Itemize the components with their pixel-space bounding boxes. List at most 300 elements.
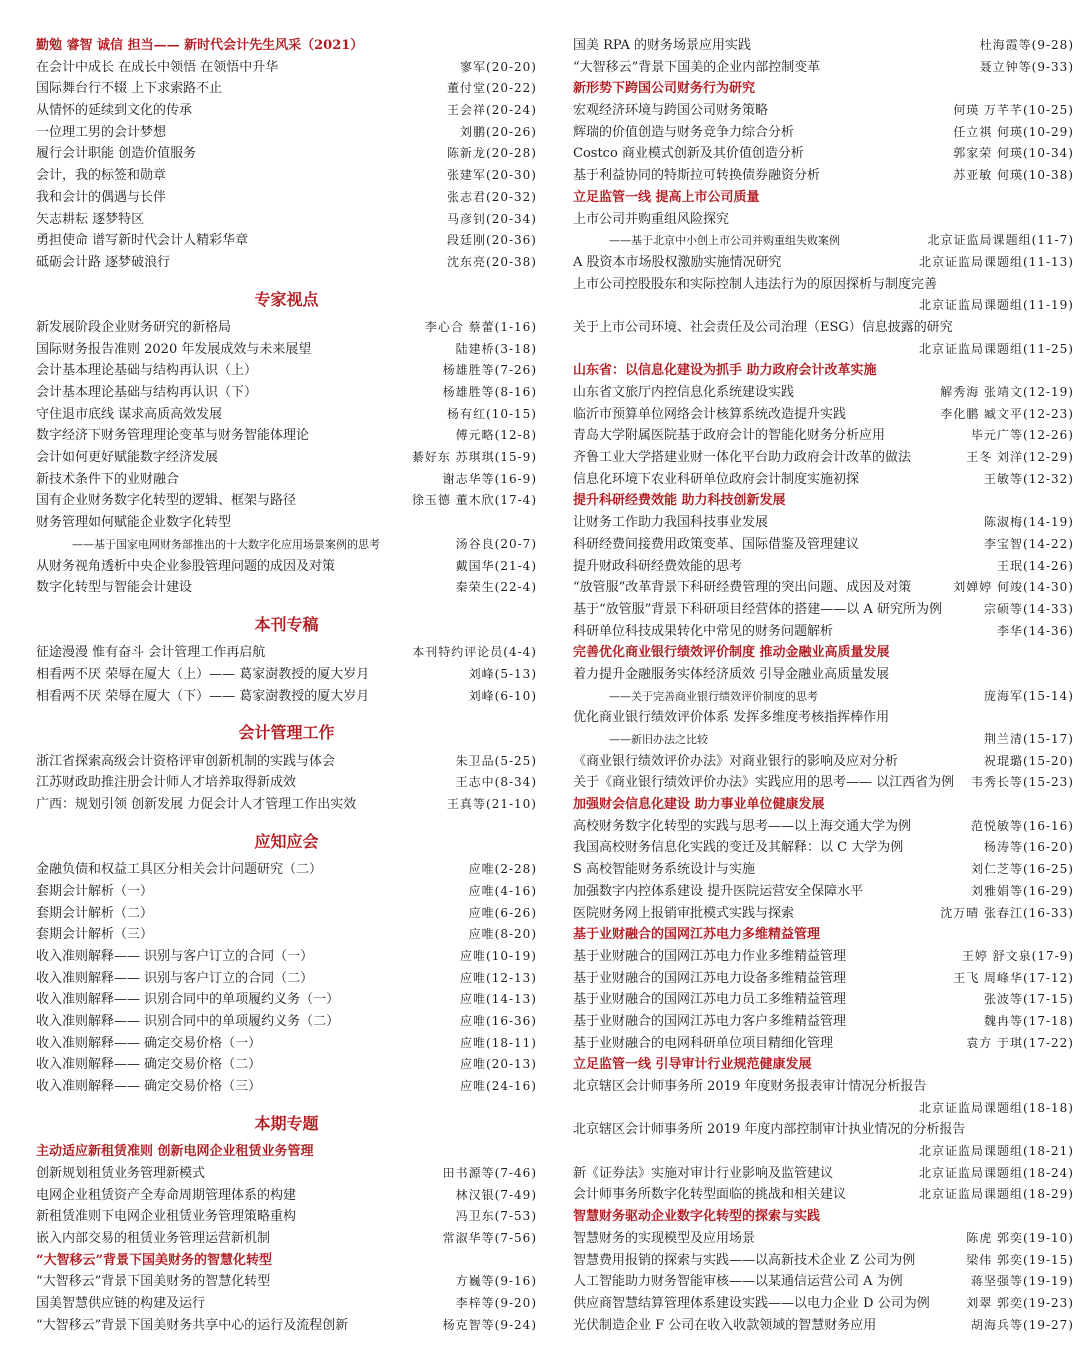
toc-entry — [36, 794, 537, 816]
entry-author-ref: 应唯(10-19) — [452, 946, 537, 968]
entry-title: 相看两不厌 荣辱在厦大（下）—— 葛家澍教授的厦大岁月 — [36, 688, 370, 704]
heading-text: 山东省：以信息化建设为抓手 助力政府会计改革实施 — [573, 363, 877, 379]
toc-subtitle-row — [36, 534, 537, 556]
entry-title: 信息化环境下农业科研单位政府会计制度实施初探 — [573, 471, 860, 487]
entry-title: 矢志耕耘 逐梦特区 — [36, 211, 145, 227]
heading-text: 提升科研经费效能 助力科技创新发展 — [573, 493, 786, 509]
entry-title: 勇担使命 谱写新时代会计人精彩华章 — [36, 233, 249, 249]
heading-text: “大智移云”背景下国美财务的智慧化转型 — [36, 1252, 272, 1268]
topic-heading — [573, 794, 1074, 816]
entry-title: 关于《商业银行绩效评价办法》实践应用的思考—— 以江西省为例 — [573, 775, 955, 791]
entry-author-ref: 应唯(2-28) — [461, 859, 537, 881]
entry-title: 收入准则解释—— 识别合同中的单项履约义务（一） — [36, 992, 340, 1008]
toc-entry — [573, 143, 1074, 165]
entry-title: 在会计中成长 在成长中领悟 在领悟中升华 — [36, 59, 279, 75]
topic-heading — [573, 924, 1074, 946]
entry-author-ref: 本刊特约评论员(4-4) — [404, 642, 537, 664]
toc-entry — [573, 1315, 1074, 1337]
entry-title: 会计基本理论基础与结构再认识（下） — [36, 385, 258, 401]
toc-entry — [573, 837, 1074, 859]
entry-author-ref: 刘翠 郭奕(19-23) — [958, 1293, 1074, 1315]
toc-entry — [36, 1315, 537, 1337]
entry-title: ——基于国家电网财务部推出的十大数字化应用场景案例的思考 — [72, 537, 380, 551]
entry-author-ref: 陈淑梅(14-19) — [976, 512, 1074, 534]
entry-author-ref: 北京证监局课题组(18-29) — [911, 1184, 1074, 1206]
toc-entry — [36, 924, 537, 946]
heading-text: 本期专题 — [254, 1113, 319, 1133]
entry-title: A 股资本市场股权激励实施情况研究 — [573, 254, 782, 270]
entry-title: 新发展阶段企业财务研究的新格局 — [36, 319, 232, 335]
entry-title: 相看两不厌 荣辱在厦大（上）—— 葛家澍教授的厦大岁月 — [36, 666, 370, 682]
toc-entry — [573, 577, 1074, 599]
entry-title: 供应商智慧结算管理体系建设实践——以电力企业 D 公司为例 — [573, 1295, 930, 1311]
entry-author-ref: 秦荣生(22-4) — [448, 577, 537, 599]
entry-title: 收入准则解释—— 识别与客户订立的合同（一） — [36, 948, 314, 964]
toc-entry — [36, 447, 537, 469]
entry-author-ref: 刘雅娟等(16-29) — [963, 881, 1074, 903]
toc-entry — [573, 1033, 1074, 1055]
entry-author-ref: 朱卫品(5-25) — [448, 751, 537, 773]
entry-author-ref: 应唯(14-13) — [452, 989, 537, 1011]
entry-title: 基于业财融合的国网江苏电力客户多维精益管理 — [573, 1013, 847, 1029]
entry-author-ref: 解秀海 张靖文(12-19) — [932, 382, 1074, 404]
heading-text: 专家视点 — [254, 289, 319, 309]
toc-entry — [573, 534, 1074, 556]
entry-author-ref: 沈东亮(20-38) — [439, 252, 537, 274]
entry-title: 国美 RPA 的财务场景应用实践 — [573, 38, 751, 53]
entry-author-ref: 杨克智等(9-24) — [435, 1315, 537, 1337]
entry-title: 一位理工男的会计梦想 — [36, 124, 167, 140]
entry-author-ref: 寥军(20-20) — [452, 57, 537, 79]
entry-title: “大智移云”背景下国美财务共享中心的运行及流程创新 — [36, 1317, 349, 1333]
toc-entry — [36, 1271, 537, 1293]
heading-text: 会计管理工作 — [238, 723, 335, 743]
toc-author-row — [573, 295, 1074, 317]
toc-entry — [573, 859, 1074, 881]
toc-author-row — [573, 1141, 1074, 1163]
entry-author-ref: 蒋坚强等(19-19) — [963, 1271, 1074, 1293]
entry-author-ref: 苏亚敏 何瑛(10-38) — [945, 165, 1074, 187]
toc-entry — [36, 1054, 537, 1076]
entry-author-ref: 聂立钟等(9-33) — [972, 57, 1074, 79]
entry-title: 加强数字内控体系建设 提升医院运营安全保障水平 — [573, 883, 864, 899]
entry-author-ref: 毕元广等(12-26) — [963, 425, 1074, 447]
entry-title: “放管服”改革背景下科研经费管理的突出问题、成因及对策 — [573, 580, 912, 596]
entry-author-ref: 应唯(16-36) — [452, 1011, 537, 1033]
toc-entry — [573, 903, 1074, 925]
entry-author-ref: 王会祥(20-24) — [439, 100, 537, 122]
entry-title: 数字化转型与智能会计建设 — [36, 580, 193, 596]
entry-author-ref: 綦好东 苏琪琪(15-9) — [404, 447, 537, 469]
toc-author-row — [573, 339, 1074, 361]
toc-entry — [36, 881, 537, 903]
entry-title: 收入准则解释—— 识别合同中的单项履约义务（二） — [36, 1014, 340, 1029]
heading-text: 加强财会信息化建设 助力事业单位健康发展 — [573, 797, 825, 813]
toc-entry — [36, 425, 537, 447]
entry-title: 青岛大学附属医院基于政府会计的智能化财务分析应用 — [573, 428, 886, 444]
entry-author-ref: 袁方 于琪(17-22) — [958, 1033, 1074, 1055]
entry-title: 基于业财融合的国网江苏电力设备多维精益管理 — [573, 970, 847, 986]
entry-title: 金融负债和权益工具区分相关会计问题研究（二） — [36, 862, 323, 878]
toc-entry — [573, 57, 1074, 79]
entry-author-ref: 北京证监局课题组(11-19) — [919, 298, 1074, 313]
toc-entry — [573, 165, 1074, 187]
toc-entry — [36, 230, 537, 252]
entry-author-ref: 徐玉德 董木欣(17-4) — [404, 490, 537, 512]
entry-title: 新《证券法》实施对审计行业影响及监管建议 — [573, 1165, 834, 1181]
entry-title: 着力提升金融服务实体经济质效 引导金融业高质量发展 — [573, 666, 890, 682]
toc-entry — [36, 946, 537, 968]
entry-title: 砥砺会计路 逐梦破浪行 — [36, 254, 171, 270]
entry-title: 科研经费间接费用政策变革、国际借鉴及管理建议 — [573, 536, 860, 552]
toc-entry — [36, 78, 537, 100]
entry-title: 套期会计解析（三） — [36, 927, 154, 943]
toc-entry — [573, 100, 1074, 122]
toc-entry — [36, 751, 537, 773]
toc-entry — [573, 772, 1074, 794]
entry-author-ref: 应唯(8-20) — [461, 924, 537, 946]
toc-entry — [573, 447, 1074, 469]
toc-entry — [573, 382, 1074, 404]
entry-author-ref: 冯卫东(7-53) — [448, 1206, 537, 1228]
topic-heading — [36, 1250, 537, 1272]
entry-title: 数字经济下财务管理理论变革与财务智能体理论 — [36, 428, 310, 444]
entry-author-ref: 杨有红(10-15) — [439, 404, 537, 426]
entry-author-ref: 杜海霞等(9-28) — [972, 35, 1074, 57]
entry-author-ref: 王珉(14-26) — [989, 556, 1074, 578]
entry-author-ref: 刘婵婷 何竣(14-30) — [945, 577, 1074, 599]
heading-text: 智慧财务驱动企业数字化转型的探索与实践 — [573, 1209, 821, 1225]
topic-heading — [36, 35, 537, 57]
entry-author-ref: 刘峰(5-13) — [461, 664, 537, 686]
entry-author-ref: 应唯(20-13) — [452, 1054, 537, 1076]
topic-heading — [573, 360, 1074, 382]
entry-author-ref: 应唯(12-13) — [452, 968, 537, 990]
toc-entry — [573, 1163, 1074, 1185]
entry-author-ref: 沈万晴 张春江(16-33) — [932, 903, 1074, 925]
entry-author-ref: 北京证监局课题组(18-18) — [919, 1100, 1074, 1115]
topic-heading — [573, 187, 1074, 209]
toc-entry — [573, 1271, 1074, 1293]
toc-entry — [573, 209, 1074, 231]
entry-author-ref: 王飞 周峰华(17-12) — [945, 968, 1074, 990]
topic-heading — [573, 642, 1074, 664]
entry-title: 临沂市预算单位网络会计核算系统改造提升实践 — [573, 406, 847, 422]
toc-entry — [573, 707, 1074, 729]
toc-subtitle-row — [573, 230, 1074, 252]
right-column — [573, 35, 1074, 1336]
entry-author-ref: 李梓等(9-20) — [448, 1293, 537, 1315]
entry-author-ref: 范悦敏等(16-16) — [963, 816, 1074, 838]
toc-entry — [573, 404, 1074, 426]
entry-title: 嵌入内部交易的租赁业务管理运营新机制 — [36, 1230, 271, 1246]
toc-entry — [573, 274, 1074, 296]
entry-title: 从情怀的延续到文化的传承 — [36, 103, 193, 119]
toc-entry — [36, 165, 537, 187]
entry-title: 收入准则解释—— 确定交易价格（三） — [36, 1079, 262, 1095]
entry-author-ref: 应唯(18-11) — [452, 1033, 537, 1055]
entry-title: 让财务工作助力我国科技事业发展 — [573, 515, 769, 531]
entry-author-ref: 杨雄胜等(7-26) — [435, 360, 537, 382]
entry-author-ref: 王敏等(12-32) — [976, 469, 1074, 491]
entry-author-ref: 张志君(20-32) — [439, 187, 537, 209]
toc-entry — [36, 577, 537, 599]
entry-author-ref: 王冬 刘洋(12-29) — [958, 447, 1074, 469]
entry-title: 收入准则解释—— 识别与客户订立的合同（二） — [36, 970, 314, 986]
entry-author-ref: 戴国华(21-4) — [448, 556, 537, 578]
toc-entry — [573, 989, 1074, 1011]
toc-entry — [36, 469, 537, 491]
toc-entry — [573, 1119, 1074, 1141]
entry-author-ref: 北京证监局课题组(11-25) — [919, 341, 1074, 356]
heading-text: 勤勉 睿智 诚信 担当—— 新时代会计先生风采（2021） — [36, 38, 364, 53]
heading-text: 主动适应新租赁准则 创新电网企业租赁业务管理 — [36, 1144, 314, 1160]
toc-entry — [36, 989, 537, 1011]
entry-title: 宏观经济环境与跨国公司财务策略 — [573, 103, 769, 119]
entry-author-ref: 李心合 蔡蕾(1-16) — [417, 317, 537, 339]
entry-title: 会计，我的标签和勋章 — [36, 168, 167, 184]
topic-heading — [573, 78, 1074, 100]
heading-text: 应知应会 — [254, 831, 319, 851]
toc-entry — [36, 209, 537, 231]
entry-title: 征途漫漫 惟有奋斗 会计管理工作再启航 — [36, 645, 266, 661]
entry-title: 北京辖区会计师事务所 2019 年度内部控制审计执业情况的分析报告 — [573, 1122, 966, 1138]
entry-title: ——关于完善商业银行绩效评价制度的思考 — [609, 689, 818, 703]
toc-entry — [573, 556, 1074, 578]
toc-entry — [36, 360, 537, 382]
entry-author-ref: 李华(14-36) — [989, 621, 1074, 643]
entry-title: 智慧财务的实现模型及应用场景 — [573, 1230, 756, 1246]
entry-author-ref: 北京证监局课题组(11-7) — [920, 230, 1074, 252]
toc-entry — [36, 1293, 537, 1315]
entry-title: 会计基本理论基础与结构再认识（上） — [36, 363, 258, 379]
entry-author-ref: 段廷刚(20-36) — [439, 230, 537, 252]
entry-title: “大智移云”背景下国美的企业内部控制变革 — [573, 59, 821, 75]
entry-title: 高校财务数字化转型的实践与思考——以上海交通大学为例 — [573, 818, 912, 834]
entry-author-ref: 林汉银(7-49) — [448, 1185, 537, 1207]
toc-entry — [36, 122, 537, 144]
entry-title: 山东省文旅厅内控信息化系统建设实践 — [573, 385, 795, 400]
entry-author-ref: 北京证监局课题组(18-24) — [911, 1163, 1074, 1185]
entry-title: “大智移云”背景下国美财务的智慧化转型 — [36, 1274, 271, 1290]
entry-title: 科研单位科技成果转化中常见的财务问题解析 — [573, 623, 834, 639]
toc-entry — [36, 252, 537, 274]
toc-entry — [573, 1184, 1074, 1206]
entry-author-ref: 韦秀长等(15-23) — [963, 772, 1074, 794]
entry-title: 套期会计解析（二） — [36, 905, 154, 921]
toc-entry — [573, 881, 1074, 903]
toc-entry — [36, 642, 537, 664]
heading-text: 完善优化商业银行绩效评价制度 推动金融业高质量发展 — [573, 645, 890, 661]
entry-author-ref: 谢志华等(16-9) — [435, 469, 537, 491]
entry-title: 财务管理如何赋能企业数字化转型 — [36, 515, 232, 531]
entry-author-ref: 汤谷良(20-7) — [448, 534, 537, 556]
entry-title: 国际舞台行不辍 上下求索路不止 — [36, 81, 223, 97]
entry-author-ref: 刘峰(6-10) — [461, 686, 537, 708]
heading-text: 基于业财融合的国网江苏电力多维精益管理 — [573, 927, 821, 943]
entry-title: 国美智慧供应链的构建及运行 — [36, 1295, 206, 1311]
section-heading — [36, 707, 537, 750]
toc-entry — [36, 317, 537, 339]
toc-entry — [573, 35, 1074, 57]
toc-entry — [36, 556, 537, 578]
entry-author-ref: 刘鹏(20-26) — [452, 122, 537, 144]
entry-title: 会计师事务所数字化转型面临的挑战和相关建议 — [573, 1187, 847, 1203]
topic-heading — [573, 1206, 1074, 1228]
entry-title: 基于业财融合的国网江苏电力员工多维精益管理 — [573, 992, 847, 1008]
entry-author-ref: 杨雄胜等(8-16) — [435, 382, 537, 404]
toc-entry — [36, 1011, 537, 1033]
entry-title: 我国高校财务信息化实践的变迁及其解释：以 C 大学为例 — [573, 840, 904, 856]
toc-entry — [573, 816, 1074, 838]
toc-entry — [36, 1163, 537, 1185]
entry-title: 浙江省探索高级会计资格评审创新机制的实践与体会 — [36, 753, 336, 769]
toc-entry — [36, 686, 537, 708]
entry-title: Costco 商业模式创新及其价值创造分析 — [573, 146, 804, 162]
entry-author-ref: 陈新龙(20-28) — [439, 143, 537, 165]
entry-title: 关于上市公司环境、社会责任及公司治理（ESG）信息披露的研究 — [573, 319, 953, 335]
section-heading — [36, 1098, 537, 1141]
entry-title: 电网企业租赁资产全寿命周期管理体系的构建 — [36, 1187, 297, 1203]
entry-title: 辉瑞的价值创造与财务竞争力综合分析 — [573, 124, 795, 140]
toc-entry — [573, 512, 1074, 534]
entry-title: 收入准则解释—— 确定交易价格（二） — [36, 1057, 262, 1073]
entry-author-ref: 常淑华等(7-56) — [435, 1228, 537, 1250]
toc-entry — [36, 382, 537, 404]
entry-author-ref: 胡海兵等(19-27) — [963, 1315, 1074, 1337]
entry-title: 提升财政科研经费效能的思考 — [573, 558, 743, 574]
toc-entry — [36, 404, 537, 426]
entry-title: 齐鲁工业大学搭建业财一体化平台助力政府会计改革的做法 — [573, 450, 912, 466]
toc-entry — [573, 1250, 1074, 1272]
toc-entry — [36, 664, 537, 686]
toc-entry — [36, 490, 537, 512]
entry-title: 优化商业银行绩效评价体系 发挥多维度考核指挥棒作用 — [573, 710, 890, 726]
entry-author-ref: 田书源等(7-46) — [435, 1163, 537, 1185]
toc-entry — [573, 968, 1074, 990]
toc-entry — [573, 946, 1074, 968]
toc-author-row — [573, 1098, 1074, 1120]
heading-text: 新形势下跨国公司财务行为研究 — [573, 81, 756, 97]
entry-author-ref: 方巍等(9-16) — [448, 1271, 537, 1293]
entry-title: 履行会计职能 创造价值服务 — [36, 146, 197, 162]
entry-title: 广西：规划引领 创新发展 力促会计人才管理工作出实效 — [36, 797, 357, 813]
toc-entry — [36, 1033, 537, 1055]
entry-author-ref: 任立祺 何瑛(10-29) — [945, 122, 1074, 144]
heading-text: 本刊专稿 — [254, 614, 319, 634]
toc-entry — [573, 1076, 1074, 1098]
entry-author-ref: 陆建桥(3-18) — [448, 339, 537, 361]
toc-entry — [573, 1228, 1074, 1250]
entry-title: S 高校智能财务系统设计与实施 — [573, 862, 756, 878]
entry-author-ref: 魏冉等(17-18) — [976, 1011, 1074, 1033]
toc-entry — [36, 512, 537, 534]
section-heading — [36, 599, 537, 642]
entry-title: 新技术条件下的业财融合 — [36, 471, 180, 487]
entry-title: 会计如何更好赋能数字经济发展 — [36, 450, 219, 466]
toc-entry — [36, 859, 537, 881]
entry-title: 基于业财融合的电网科研单位项目精细化管理 — [573, 1035, 834, 1051]
toc-entry — [36, 187, 537, 209]
entry-author-ref: 王志中(8-34) — [448, 772, 537, 794]
left-column — [36, 35, 537, 1336]
entry-title: 北京辖区会计师事务所 2019 年度财务报表审计情况分析报告 — [573, 1079, 927, 1094]
toc-subtitle-row — [573, 686, 1074, 708]
entry-author-ref: 傅元略(12-8) — [448, 425, 537, 447]
toc-entry — [573, 252, 1074, 274]
toc-entry — [573, 1011, 1074, 1033]
toc-subtitle-row — [573, 729, 1074, 751]
entry-title: 从财务视角透析中央企业参股管理问题的成因及对策 — [36, 558, 336, 574]
toc-entry — [573, 122, 1074, 144]
entry-title: 光伏制造企业 F 公司在收入收款领域的智慧财务应用 — [573, 1317, 877, 1333]
entry-title: 江苏财政助推注册会计师人才培养取得新成效 — [36, 775, 297, 791]
entry-author-ref: 郭家荣 何瑛(10-34) — [945, 143, 1074, 165]
entry-title: 套期会计解析（一） — [36, 883, 154, 899]
entry-title: ——基于北京中小创上市公司并购重组失败案例 — [609, 234, 840, 248]
entry-title: 我和会计的偶遇与长伴 — [36, 189, 167, 205]
entry-title: 国有企业财务数字化转型的逻辑、框架与路径 — [36, 493, 297, 509]
entry-author-ref: 刘仁芝等(16-25) — [963, 859, 1074, 881]
entry-author-ref: 庞海军(15-14) — [976, 686, 1074, 708]
entry-title: 基于利益协同的特斯拉可转换债券融资分析 — [573, 168, 821, 184]
topic-heading — [573, 1054, 1074, 1076]
entry-author-ref: 李宝智(14-22) — [976, 534, 1074, 556]
entry-author-ref: 杨涛等(16-20) — [976, 837, 1074, 859]
toc-entry — [573, 469, 1074, 491]
toc-entry — [36, 1206, 537, 1228]
toc-entry — [573, 425, 1074, 447]
entry-title: 收入准则解释—— 确定交易价格（一） — [36, 1035, 262, 1051]
entry-author-ref: 梁伟 郭奕(19-15) — [958, 1250, 1074, 1272]
toc-entry — [573, 317, 1074, 339]
entry-author-ref: 王婷 舒文泉(17-9) — [954, 946, 1074, 968]
heading-text: 立足监管一线 引导审计行业规范健康发展 — [573, 1057, 812, 1073]
toc-entry — [573, 664, 1074, 686]
entry-author-ref: 马彦钊(20-34) — [439, 209, 537, 231]
toc-entry — [36, 968, 537, 990]
entry-author-ref: 王真等(21-10) — [439, 794, 537, 816]
entry-title: 创新规划租赁业务管理新模式 — [36, 1165, 206, 1181]
entry-author-ref: 李化鹏 臧文平(12-23) — [932, 404, 1074, 426]
heading-text: 立足监管一线 提高上市公司质量 — [573, 189, 760, 205]
entry-title: 基于业财融合的国网江苏电力作业多维精益管理 — [573, 948, 847, 964]
entry-title: 守住退市底线 谋求高质高效发展 — [36, 406, 223, 422]
entry-author-ref: 应唯(4-16) — [461, 881, 537, 903]
entry-author-ref: 何瑛 万芊芊(10-25) — [945, 100, 1074, 122]
entry-title: 人工智能助力财务智能审核——以某通信运营公司 A 为例 — [573, 1274, 903, 1290]
entry-author-ref: 北京证监局课题组(18-21) — [919, 1144, 1074, 1159]
entry-title: ——新旧办法之比较 — [609, 733, 708, 746]
entry-author-ref: 张波等(17-15) — [976, 989, 1074, 1011]
toc-entry — [36, 903, 537, 925]
section-heading — [36, 274, 537, 317]
entry-author-ref: 陈虎 郭奕(19-10) — [958, 1228, 1074, 1250]
toc-entry — [36, 1228, 537, 1250]
toc-entry — [573, 1293, 1074, 1315]
entry-author-ref: 宗硕等(14-33) — [976, 599, 1074, 621]
entry-author-ref: 应唯(6-26) — [461, 903, 537, 925]
toc-entry — [36, 1185, 537, 1207]
toc-entry — [573, 621, 1074, 643]
toc-entry — [36, 772, 537, 794]
toc-entry — [36, 143, 537, 165]
entry-title: 智慧费用报销的探索与实践——以高新技术企业 Z 公司为例 — [573, 1252, 916, 1268]
toc-entry — [36, 1076, 537, 1098]
entry-author-ref: 北京证监局课题组(11-13) — [911, 252, 1074, 274]
toc-entry — [36, 100, 537, 122]
topic-heading — [573, 490, 1074, 512]
